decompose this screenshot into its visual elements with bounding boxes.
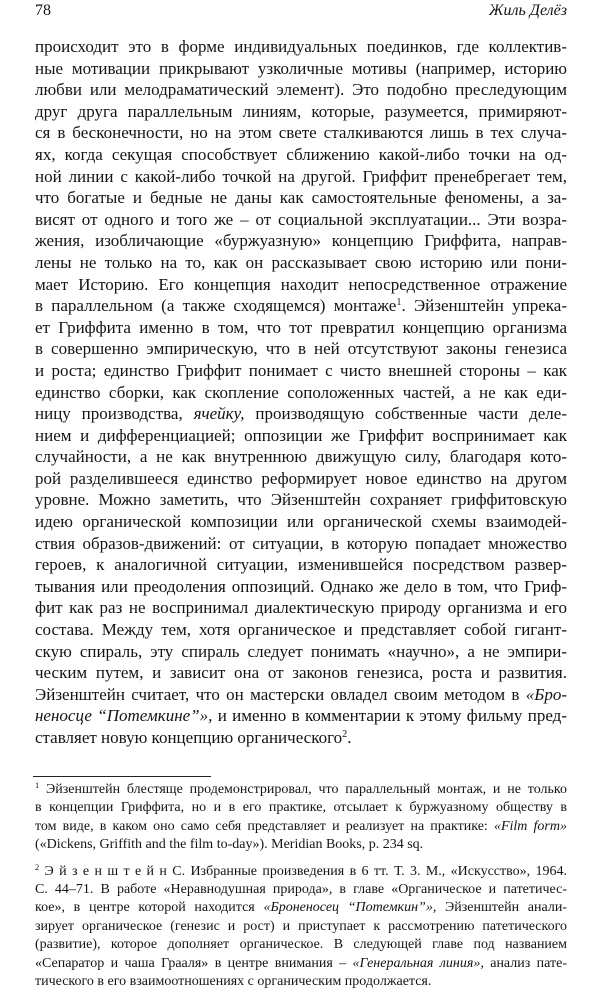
text-line (35, 274, 567, 296)
text-line (35, 576, 567, 598)
text-segment: и роста; единство Гриффит понимает с чисто внешней стороны – как (35, 360, 567, 380)
text-segment: в концепции Гриффита, но и в его практике, отсылает к буржуазному обществу в (35, 800, 567, 816)
text-line (35, 79, 567, 101)
text-segment: висят от одного и того же – от социальной эксплуатации... Эти возра- (35, 209, 567, 229)
text-segment: и именно в комментарии к этому фильму пред- (212, 706, 567, 726)
text-segment: тического в его взаимоотношениях с органическим продолжается. (35, 973, 432, 989)
text-segment: мает Историю. Его концепция находит непосредственное отражение (35, 274, 567, 294)
text-segment: ческим путем, и зависит она от законов генезиса, роста и развития. (35, 663, 567, 683)
text-line (35, 619, 567, 641)
footnote-line (35, 973, 567, 991)
text-line (35, 425, 567, 447)
text-segment: ницу производства, (35, 404, 194, 424)
footnote-line (35, 899, 567, 917)
text-line (35, 403, 567, 425)
text-line (35, 641, 567, 663)
text-segment: Эйзенштейн анали- (436, 900, 567, 916)
italic-text: «Генеральная линия», (352, 955, 484, 971)
text-segment: Эйзенштейн блестяще продемонстрировал, что параллельный монтаж, и не только (39, 782, 567, 797)
text-segment: в параллельном (а также сходящемся) монтаже (35, 296, 397, 316)
text-segment: «Сепаратор и чаша Грааля» в центре внимания – (35, 955, 353, 971)
text-segment: ствия образов-движений: от ситуации, в которую попадает множество (35, 533, 567, 553)
footnote-line (35, 936, 567, 954)
italic-text: «Film form» (493, 818, 567, 834)
text-segment: ся в бесконечности, но на этом свете сталкиваются лишь в тех случа- (35, 123, 567, 143)
text-segment: нием и дифференциацией; оппозиции же Гриффит воспринимает как (35, 425, 567, 445)
text-line (35, 597, 567, 619)
text-segment: ях, когда секущая способствует сближению какой-либо точки на од- (35, 144, 567, 164)
text-segment: ные мотивации прикрывают узколичные мотивы (например, историю (35, 58, 567, 78)
text-line (35, 36, 567, 58)
text-segment: анализ пате- (483, 955, 568, 971)
page-number: 78 (35, 2, 51, 19)
text-line (35, 144, 567, 166)
footnote-line (35, 955, 567, 973)
footnote-line (35, 918, 567, 936)
footnote-ref: 1 (396, 297, 402, 309)
text-segment: . Эйзенштейн упрека- (401, 296, 567, 316)
text-segment: лены не только на то, как он рассказывает свою историю или пони- (35, 252, 567, 272)
text-line (35, 684, 567, 706)
footnotes (35, 781, 567, 991)
text-line (35, 317, 567, 339)
text-segment: тывания или преодоления оппозиций. Однако же дело в том, что Гриф- (35, 576, 567, 596)
text-segment: Э й з е н ш т е й н С. Избранные произведения в 6 тт. Т. 3. М., «Искусство», 1964. (39, 863, 567, 879)
text-segment: рой разделившееся единство реформирует новое единство на другом (35, 468, 567, 488)
text-segment: скую спираль, эту спираль следует понимать «научно», а не эмпири- (35, 641, 567, 661)
text-line (35, 338, 567, 360)
footnote-line (35, 881, 567, 899)
text-line (35, 705, 567, 727)
text-segment: жения, изобличающие «буржуазную» концепцию Гриффита, направ- (35, 231, 567, 251)
text-line (35, 166, 567, 188)
text-segment: (развитие), которое дополняет органическое. В следующей главе под названием (35, 937, 567, 953)
text-segment: кое», в центре которой находится (35, 900, 264, 916)
text-segment: . (347, 728, 352, 747)
text-line (35, 122, 567, 144)
running-head: Жиль Делёз (488, 2, 567, 19)
text-segment: том виде, в каком оно само себя представляет и реализует на практике: (35, 818, 494, 834)
footnote-ref: 1 (35, 780, 40, 790)
text-line (35, 727, 567, 749)
text-segment: в совершенно эмпирическую, что в ней отсутствуют законы генезиса (35, 339, 567, 359)
text-segment: единство сборки, как скопление соположенных частей, а не как еди- (35, 382, 567, 402)
text-segment: что богатые и бедные не даны как самостоятельные феномены, а за- (35, 188, 567, 208)
italic-text: «Бро- (525, 684, 567, 704)
text-segment: происходит это в форме индивидуальных поединков, где коллектив- (35, 37, 567, 56)
text-segment: фит как раз не воспринимал диалектическую природу организма и его (35, 598, 567, 618)
main-text (35, 36, 567, 749)
text-segment: ставляет новую концепцию органического (35, 728, 343, 747)
footnote-ref: 2 (35, 862, 40, 872)
italic-text: ячейку, (193, 404, 245, 424)
text-line (35, 468, 567, 490)
text-segment: друг друга параллельным линиям, которые, разумеется, примиряют- (35, 101, 567, 121)
text-line (35, 101, 567, 123)
footnote-line (35, 799, 567, 817)
text-line (35, 511, 567, 533)
text-segment: С. 44–71. В работе «Неравнодушная природа», в главе «Органическое и патетичес- (35, 881, 567, 897)
footnote-line (35, 836, 567, 854)
text-segment: Эйзенштейн считает, что он мастерски овладел своим методом в (35, 684, 526, 704)
italic-text: «Броненосец “Потемкин”», (263, 900, 437, 916)
text-line (35, 58, 567, 80)
text-segment: идею органической композиции или органической схемы взаимодей- (35, 512, 567, 532)
text-line (35, 209, 567, 231)
footnote-line (35, 863, 567, 881)
text-line (35, 489, 567, 511)
footnote-divider (33, 776, 211, 777)
text-line (35, 360, 567, 382)
text-segment: состава. Между тем, хотя органическое и представляет собой гигант- (35, 620, 567, 640)
text-segment: любви или мелодраматический элемент). Это подобно преследующим (35, 80, 567, 100)
text-line (35, 252, 567, 274)
text-line (35, 295, 567, 317)
text-line (35, 382, 567, 404)
footnote-line (35, 818, 567, 836)
text-segment: случайности, а не как внутреннюю движущую силу, благодаря кото- (35, 447, 567, 467)
text-segment: («Dickens, Griffith and the film to-day»). Meridian Books, p. 234 sq. (35, 837, 424, 853)
text-line (35, 533, 567, 555)
text-line (35, 446, 567, 468)
text-segment: производящую собственные части деле- (244, 404, 567, 424)
text-line (35, 187, 567, 209)
italic-text: неносце “Потемкине”», (35, 706, 213, 726)
text-segment: героев, к аналогичной ситуации, изменившейся посредством развер- (35, 555, 567, 575)
text-line (35, 554, 567, 576)
text-segment: ет Гриффита именно в том, что тот превратил концепцию организма (35, 317, 567, 337)
text-segment: зирует органическое (генезис и рост) и приступает к рассмотрению патетического (35, 918, 567, 934)
footnote-ref: 2 (342, 728, 348, 740)
text-line (35, 230, 567, 252)
footnote-line (35, 781, 567, 799)
text-segment: ной линии с какой-либо точкой на другой. Гриффит пренебрегает тем, (35, 166, 567, 186)
text-segment: уровне. Можно заметить, что Эйзенштейн сохраняет гриффитовскую (35, 490, 567, 510)
text-line (35, 662, 567, 684)
